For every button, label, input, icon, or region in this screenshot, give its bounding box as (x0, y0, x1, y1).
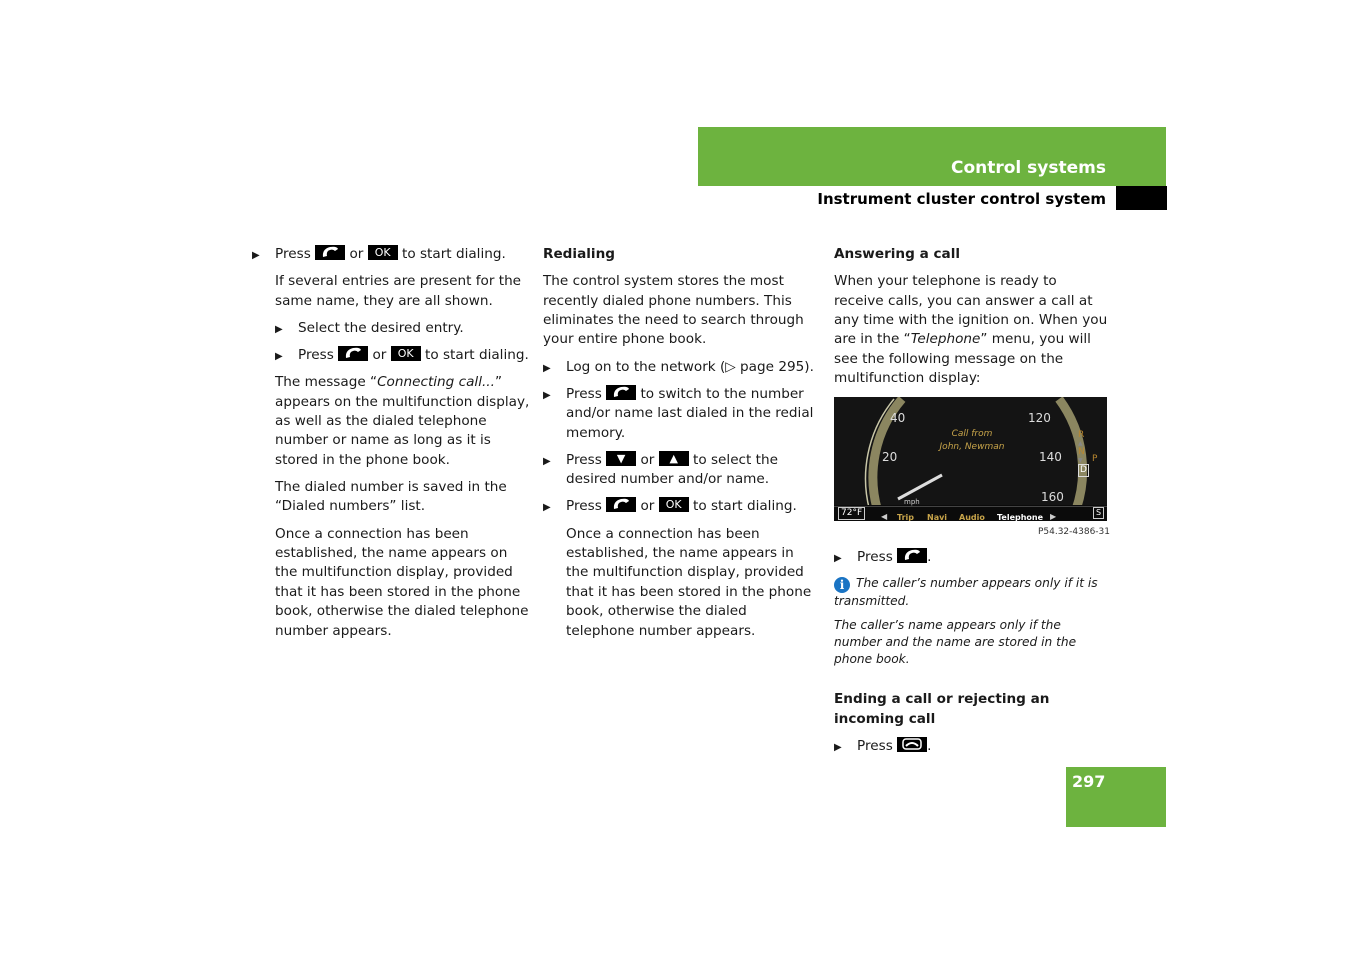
menu-item-navi: Navi (927, 512, 948, 521)
bullet-press-end: ▶ Press . (834, 737, 1110, 756)
bullet-arrow-icon: ▶ (834, 741, 842, 753)
menu-item-audio: Audio (959, 512, 985, 521)
call-from-message: Call from John, Newman (939, 428, 1005, 452)
heading-answering-call: Answering a call (834, 246, 961, 262)
bullet-arrow-icon: ▶ (543, 389, 551, 401)
subsection-title: Instrument cluster control system (817, 190, 1106, 208)
info-icon: i (834, 577, 850, 593)
bullet-select-number: ▶ Press ▼ or ▲ to select the desired number and/or name. (543, 451, 778, 488)
bullet-arrow-icon: ▶ (834, 553, 842, 565)
figure-caption: P54.32-4386-31 (1037, 526, 1110, 537)
up-key-icon: ▲ (659, 451, 689, 466)
gear-park: P (1092, 453, 1098, 464)
speed-tick-40: 40 (890, 410, 906, 425)
ok-key-icon: OK (368, 245, 398, 260)
speed-unit: mph (904, 497, 920, 506)
phone-end-key-icon (897, 737, 927, 752)
column-2 (543, 245, 815, 649)
gear-indicator: R ▲ N ▼ D (1078, 429, 1087, 475)
bullet-start-dialing: ▶ Press or OK to start dialing. (543, 497, 815, 516)
speed-tick-160: 160 (1041, 489, 1064, 504)
bullet-press-answer: ▶ Press . (834, 548, 1110, 567)
bullet-arrow-icon: ▶ (543, 362, 551, 374)
ok-key-icon: OK (391, 346, 421, 361)
paragraph-connection-established-2: Once a connection has been established, the name appears in the multifunction display, provided that it has been stored in the phone book, otherwise the dialed telephone number appears. (566, 525, 812, 639)
note-caller-number: i The caller’s number appears only if it is transmitted. (834, 576, 1098, 609)
phone-answer-key-icon (338, 346, 368, 361)
phone-answer-key-icon (315, 245, 345, 260)
bullet-arrow-icon: ▶ (275, 323, 283, 335)
section-title: Control systems (950, 158, 1106, 178)
menu-item-telephone: Telephone (997, 512, 1044, 521)
paragraph-redial-memory: The control system stores the most recently dialed phone numbers. This eliminates the need to search through your entire phone book. (543, 273, 804, 348)
multifunction-display-figure (834, 397, 1107, 521)
bullet-arrow-icon: ▶ (275, 351, 283, 363)
column-3 (834, 245, 1110, 764)
column-1 (252, 245, 530, 649)
paragraph-several-entries: If several entries are present for the same name, they are all shown. (275, 273, 522, 309)
speed-tick-20: 20 (882, 449, 898, 464)
menu-arrow-left-icon: ◀ (881, 511, 888, 521)
bullet-log-on: ▶ Log on to the network (▷ page 295). (543, 358, 815, 377)
bullet-press-dial-2: ▶ Press or OK to start dialing. (252, 346, 530, 365)
down-key-icon: ▼ (606, 451, 636, 466)
bullet-select-entry: ▶ Select the desired entry. (252, 319, 530, 338)
paragraph-dialed-numbers: The dialed number is saved in the “Dialed numbers” list. (275, 479, 507, 515)
menu-arrow-right-icon: ▶ (1050, 511, 1057, 521)
bullet-press-dial: ▶ Press or OK to start dialing. (252, 245, 530, 264)
phone-answer-key-icon (606, 497, 636, 512)
speed-tick-120: 120 (1028, 410, 1051, 425)
bullet-switch-redial: ▶ Press to switch to the number and/or name last dialed in the redial memory. (543, 385, 814, 441)
outside-temperature: 72°F (838, 507, 865, 520)
s-indicator: S (1093, 507, 1104, 519)
page-number: 297 (1072, 772, 1106, 791)
phone-answer-key-icon (606, 385, 636, 400)
paragraph-ready-to-receive: When your telephone is ready to receive calls, you can answer a call at any time with the ignition on. When you are in the “Telephone” menu, you will see the following message on the multifunction display: (834, 273, 1108, 387)
bullet-arrow-icon: ▶ (543, 502, 551, 514)
header-black-tab (1116, 186, 1167, 210)
speed-tick-140: 140 (1039, 449, 1062, 464)
bullet-arrow-icon: ▶ (252, 250, 260, 261)
phone-answer-key-icon (897, 548, 927, 563)
note-caller-name: The caller’s name appears only if the number and the name are stored in the phone book. (834, 618, 1077, 667)
bullet-arrow-icon: ▶ (543, 455, 551, 467)
paragraph-connection-established: Once a connection has been established, the name appears on the multifunction display, provided that it has been stored in the phone book, otherwise the dialed telephone number appears. (275, 525, 529, 639)
ok-key-icon: OK (659, 497, 689, 512)
menu-item-trip: Trip (897, 512, 914, 521)
heading-ending-call: Ending a call or rejecting an incoming call (834, 691, 1050, 727)
heading-redialing: Redialing (543, 246, 615, 262)
paragraph-connecting-message: The message “Connecting call...” appears on the multifunction display, as well as the dialed telephone number or name as long as it is stored in the phone book. (275, 374, 530, 468)
